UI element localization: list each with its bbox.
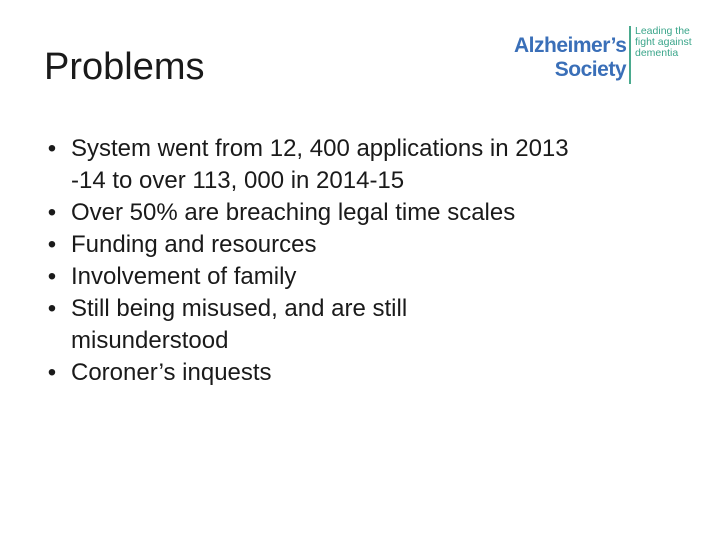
logo-divider	[629, 26, 631, 84]
bullet-icon: •	[47, 263, 57, 290]
bullet-text-line: -14 to over 113, 000 in 2014-15	[71, 167, 405, 194]
logo-tagline	[635, 26, 692, 59]
bullet-text-line: System went from 12, 400 applications in 2013	[71, 135, 569, 162]
bullet-item	[44, 133, 684, 197]
bullet-icon: •	[47, 199, 57, 226]
bullet-icon: •	[47, 231, 57, 258]
logo-tagline-line-1: Leading the	[635, 25, 690, 37]
alzheimers-society-logo	[514, 22, 694, 86]
bullet-text-line: Still being misused, and are still	[71, 295, 408, 322]
bullet-list	[44, 133, 684, 389]
bullet-text-line: Funding and resources	[71, 231, 317, 258]
bullet-item	[44, 197, 684, 229]
bullet-icon: •	[47, 295, 57, 322]
logo-name-line-2: Society	[554, 58, 626, 81]
bullet-text-line: Coroner’s inquests	[71, 359, 272, 386]
bullet-item	[44, 293, 684, 357]
slide-title: Problems	[44, 46, 205, 88]
bullet-text-line: Over 50% are breaching legal time scales	[71, 199, 516, 226]
logo-name-line-1: Alzheimer’s	[514, 34, 627, 57]
logo-tagline-line-3: dementia	[635, 47, 679, 59]
logo-name	[514, 34, 626, 82]
bullet-icon: •	[47, 359, 57, 386]
bullet-icon: •	[47, 135, 57, 162]
logo-tagline-line-2: fight against	[635, 36, 692, 48]
bullet-text-line: Involvement of family	[71, 263, 297, 290]
bullet-item	[44, 261, 684, 293]
bullet-item	[44, 229, 684, 261]
bullet-text-line: misunderstood	[71, 327, 229, 354]
bullet-item	[44, 357, 684, 389]
